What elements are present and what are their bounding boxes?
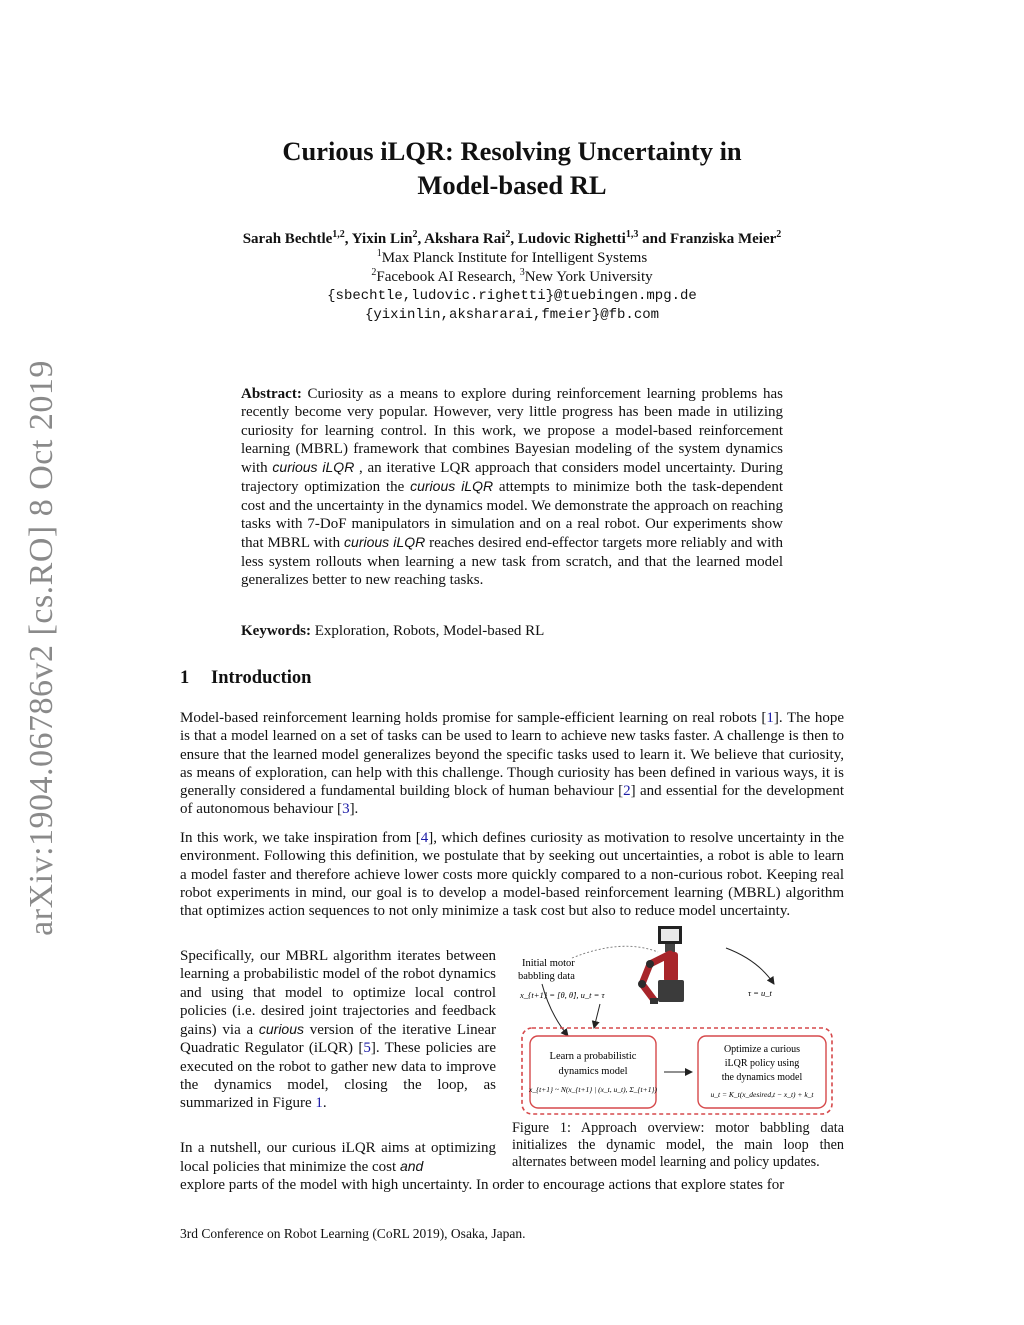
author-affiliation-mark: 2 — [505, 229, 511, 240]
box1-equation: x_{t+1} ~ N(x_{t+1} | (x_t, u_t), Σ_{t+1}) — [529, 1085, 657, 1094]
title-line-1: Curious iLQR: Resolving Uncertainty in — [282, 136, 742, 166]
author-affiliation-mark: 2 — [776, 229, 782, 240]
paragraph-text: ] and essential for the development of autonomous behaviour [ — [180, 783, 844, 818]
affiliation-mark: 2 — [371, 267, 377, 278]
paragraph-text: explore parts of the model with high uncertainty. In order to encourage actions that explore states for — [180, 1177, 785, 1193]
citation-link[interactable]: 4 — [420, 830, 429, 846]
paragraph-text: ]. These policies are executed on the robot to gather new data to improve the dynamics model, closing the loop, as summarized in Figure — [180, 1040, 496, 1112]
box2-line-2: iLQR policy using — [724, 1058, 800, 1069]
author-name: Akshara Rai — [424, 231, 506, 247]
paragraph-term: and — [399, 1158, 424, 1175]
paragraph-text: Model-based reinforcement learning holds promise for sample-efficient learning on real robots [ — [180, 710, 767, 726]
author-list — [180, 230, 844, 249]
figure-eq-right: τ = u_t — [748, 988, 772, 998]
abstract — [241, 385, 783, 589]
keywords-label: Keywords: — [241, 623, 311, 639]
robot-joint — [646, 960, 654, 968]
figure-init-label-2: babbling data — [518, 971, 575, 982]
section-number: 1 — [180, 668, 190, 688]
robot-screen — [661, 929, 679, 941]
abstract-text: attempts to minimize both the task-dependent cost and the uncertainty in the dynamics model. We demonstrate the approach on reaching tasks with 7-DoF manipulators in simulation and on a real robot. Our experiments show that MBRL with — [241, 479, 783, 552]
figure-caption — [512, 1120, 844, 1171]
email-line-2: {yixinlin,akshararai,fmeier}@fb.com — [364, 307, 660, 323]
box2-line-3: the dynamics model — [721, 1072, 803, 1083]
author-name: Sarah Bechtle — [242, 231, 333, 247]
conference-footer: 3rd Conference on Robot Learning (CoRL 2019), Osaka, Japan. — [180, 1226, 526, 1241]
paragraph-text: In a nutshell, our curious iLQR aims at optimizing local policies that minimize the cost — [180, 1140, 496, 1176]
abstract-term: curious iLQR — [344, 534, 426, 551]
arxiv-stamp — [20, 359, 64, 936]
figure-ref-link[interactable]: 1 — [315, 1095, 323, 1112]
figure-dashed-leader — [572, 946, 658, 958]
box2-line-1: Optimize a curious — [723, 1044, 801, 1055]
author-affiliation-mark: 1,2 — [332, 229, 345, 240]
figure-eq-left: x_{t+1} = [θ, θ̇], u_t = τ — [520, 990, 605, 1000]
citation-link[interactable]: 1 — [766, 710, 774, 726]
paragraph-text: ]. — [349, 801, 359, 818]
affiliation-mpi — [180, 249, 844, 268]
author-separator: , — [344, 231, 352, 247]
author-separator: , — [417, 231, 425, 247]
figure-arrow-policy-to-robot — [726, 948, 774, 984]
citation-link[interactable]: 2 — [623, 783, 631, 800]
title-line-2: Model-based RL — [417, 170, 607, 200]
figure-caption-label: Figure 1: — [512, 1120, 571, 1136]
author-affiliation-mark: 1,3 — [625, 229, 639, 240]
figure-arrow-to-model — [594, 1004, 600, 1028]
author-name: Ludovic Righetti — [517, 231, 626, 247]
affiliation-text: Max Planck Institute for Intelligent Systems — [381, 250, 648, 266]
robot-base — [658, 980, 684, 1002]
box1-line-1: Learn a probabilistic — [549, 1051, 637, 1062]
affiliation-fb-nyu — [180, 268, 844, 287]
author-separator: , — [510, 231, 518, 247]
author-name: Yixin Lin — [351, 231, 413, 247]
intro-paragraph-4 — [180, 1139, 496, 1177]
author-separator: and — [638, 231, 671, 247]
approach-overview-figure — [512, 918, 844, 1118]
intro-paragraph-1 — [180, 709, 844, 819]
paragraph-term: curious — [258, 1021, 305, 1038]
section-title: Introduction — [211, 668, 312, 688]
paragraph-text: version of the iterative Linear Quadratic Regulator (iLQR) [ — [180, 1022, 496, 1057]
author-block — [180, 230, 844, 325]
robot-gripper — [650, 998, 658, 1004]
paragraph-text: Specifically, our MBRL algorithm iterates between learning a probabilistic model of the robot dynamics and using that model to optimize local control policies (i.e. desired joint trajectories and feedback gains) via a — [180, 948, 496, 1039]
author-name: Franziska Meier — [670, 231, 777, 247]
figure-caption-text: Approach overview: motor babbling data initializes the dynamic model, the main loop then alternates between model learning and policy updates. — [512, 1120, 844, 1170]
box1-line-2: dynamics model — [558, 1066, 628, 1077]
abstract-term: curious iLQR — [272, 459, 355, 476]
robot-illustration — [638, 926, 684, 1004]
abstract-text: reaches desired end-effector targets more reliably and with less system rollouts when learning a new task from scratch, and that the learned model generalizes better to new reaching tasks. — [241, 535, 783, 588]
keywords-text: Exploration, Robots, Model-based RL — [311, 623, 545, 639]
abstract-text: Curiosity as a means to explore during reinforcement learning problems has recently become very popular. However, very little progress has been made in utilizing curiosity for learning control. In this work, we propose a model-based reinforcement learning (MBRL) framework that combines Bayesian modeling of the system dynamics with — [241, 386, 783, 477]
paragraph-text: In this work, we take inspiration from [ — [180, 830, 421, 846]
intro-paragraph-2 — [180, 829, 844, 920]
arxiv-stamp-text: arXiv:1904.06786v2 [cs.RO] 8 Oct 2019 — [23, 359, 60, 936]
abstract-term: curious iLQR — [410, 478, 494, 495]
affiliation-mark: 1 — [376, 248, 382, 259]
intro-paragraph-3 — [180, 947, 496, 1113]
abstract-text: , an iterative LQR approach that considers model uncertainty. During trajectory optimization the — [241, 460, 783, 496]
paragraph-text: ], which defines curiosity as motivation to resolve uncertainty in the environment. Following this definition, we postulate that by seeking out uncertainties, a robot is able to learn a model faster and therefore achieve lower costs more quickly compared to a non-curious robot. Keeping real robot experiments in mind, our goal is to develop a model-based reinforcement learning (MBRL) algorithm that optimizes action sequences to not only minimize a task cost but also to reduce model uncertainty. — [180, 830, 844, 920]
affiliation-text: Facebook AI Research, — [376, 269, 520, 285]
citation-link[interactable]: 5 — [363, 1040, 371, 1057]
figure-init-label-1: Initial motor — [522, 958, 575, 969]
paper-title — [180, 134, 844, 202]
author-affiliation-mark: 2 — [412, 229, 418, 240]
box2-equation: u_t = K_t(x_desired,t − x_t) + k_t — [710, 1090, 814, 1099]
section-heading — [180, 668, 311, 689]
citation-link[interactable]: 3 — [342, 801, 350, 818]
keywords — [241, 622, 783, 640]
affiliation-text: New York University — [524, 269, 653, 285]
abstract-label: Abstract: — [241, 386, 302, 402]
paragraph-text: ]. The hope is that a model learned on a set of tasks can be used to learn to achieve new tasks faster. A challenge is then to ensure that the learned model generalizes beyond the specific tasks used to learn it. We believe that curiosity, as means of exploration, can help with this challenge. Though curiosity has been defined in various ways, it is generally considered a fundamental building block of human behaviour [ — [180, 710, 844, 800]
paragraph-text: . — [322, 1095, 327, 1112]
intro-paragraph-4-continued — [180, 1176, 844, 1194]
robot-joint — [638, 980, 646, 988]
email-line-1: {sbechtle,ludovic.righetti}@tuebingen.mpg.de — [327, 288, 697, 304]
affiliation-mark: 3 — [519, 267, 525, 278]
